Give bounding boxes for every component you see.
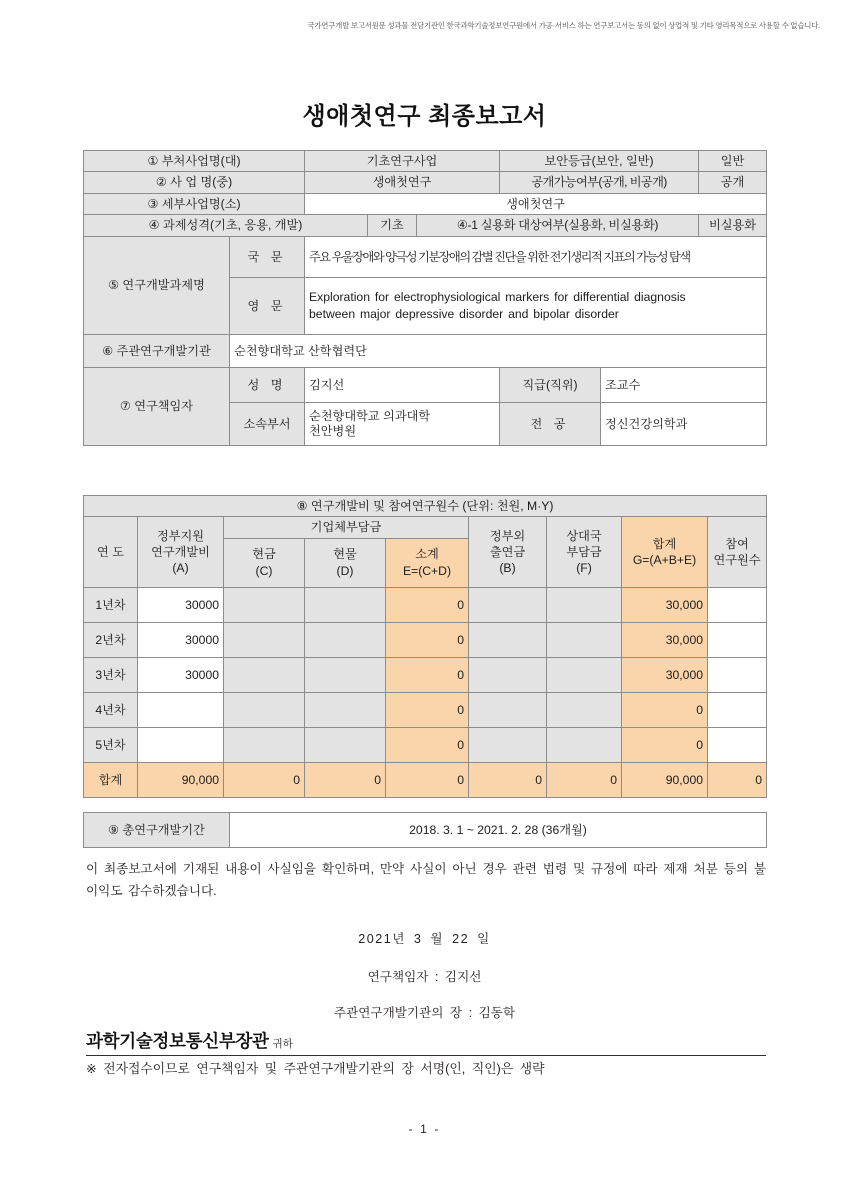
field-label-pi-name: 성 명 [230,367,305,402]
field-value-task-type: 기초 [368,215,417,236]
budget-cell-cash [224,622,305,657]
gov-support-line-2: 연구개발비 [151,544,210,559]
field-value-title-english [305,277,767,334]
declaration-statement: 이 최종보고서에 기재된 내용이 사실임을 확인하며, 만약 사실이 아닌 경우 관련 법령 및 규정에 따라 제재 처분 등의 불이익도 감수하겠습니다. [86,862,766,899]
partner-line-1: 상대국 [566,528,602,543]
budget-caption: ⑧ 연구개발비 및 참여연구원수 (단위: 천원, M·Y) [84,496,767,517]
budget-cell-grand-total: 30,000 [622,587,708,622]
budget-cell-gov-support: 30000 [138,622,224,657]
column-header-grand-total [622,517,708,587]
field-label-title-english: 영 문 [230,277,305,334]
budget-cell-cash [224,657,305,692]
budget-total-label: 합계 [84,762,138,797]
field-label-title-korean: 국 문 [230,236,305,277]
field-label-subprogram: ③ 세부사업명(소) [84,193,305,214]
budget-cell-subtotal: 0 [386,657,469,692]
field-value-subprogram: 생애첫연구 [305,193,767,214]
table-row [84,692,767,727]
research-period-table [83,812,767,848]
page-title: 생애첫연구 최종보고서 [302,103,547,130]
field-label-security-grade: 보안등급(보안, 일반) [500,151,699,172]
column-header-nongov-funding [469,517,547,587]
budget-cell-grand-total: 0 [622,692,708,727]
table-row [84,367,767,402]
budget-total-gov-support: 90,000 [138,762,224,797]
budget-cell-inkind [305,622,386,657]
signature-principal-investigator: 연구책임자 : 김지선 [367,970,482,984]
budget-cell-cash [224,692,305,727]
budget-total-inkind: 0 [305,762,386,797]
column-header-cash [224,538,305,587]
signature-host-organization-head: 주관연구개발기관의 장 : 김동학 [333,1006,516,1020]
budget-total-partner: 0 [547,762,622,797]
budget-cell-partner [547,692,622,727]
column-header-researchers [708,517,767,587]
budget-cell-partner [547,622,622,657]
budget-total-nongov: 0 [469,762,547,797]
budget-cell-gov-support: 30000 [138,587,224,622]
budget-cell-gov-support [138,692,224,727]
gov-support-line-1: 정부지원 [156,528,205,543]
budget-total-row [84,762,767,797]
field-value-program-name: 생애첫연구 [305,172,500,193]
field-label-ministry-program: ① 부처사업명(대) [84,151,305,172]
column-header-gov-support [138,517,224,587]
budget-cell-nongov [469,622,547,657]
field-value-pi-major: 정신건강의학과 [601,402,767,445]
budget-cell-subtotal: 0 [386,622,469,657]
field-value-title-korean: 주요 우울장애와 양극성 기분장애의 감별 진단을 위한 전기생리적 지표의 가능성 탐색 [305,236,767,277]
partner-line-3: (F) [576,561,592,576]
budget-total-grand-total: 90,000 [622,762,708,797]
page-number: - 1 - [408,1122,441,1136]
partner-line-2: 부담금 [566,544,602,559]
field-value-host-organization: 순천향대학교 산학협력단 [230,334,767,367]
electronic-submission-note: ※ 전자접수이므로 연구책임자 및 주관연구개발기관의 장 서명(인, 직인)은 생략 [86,1061,545,1076]
grand-total-line-1: 합계 [652,536,677,551]
budget-cell-partner [547,587,622,622]
nongov-line-1: 정부외 [489,528,526,543]
table-row [84,657,767,692]
field-value-research-period: 2018. 3. 1 ~ 2021. 2. 28 (36개월) [230,813,767,848]
budget-cell-gov-support: 30000 [138,657,224,692]
field-label-principal-investigator: ⑦ 연구책임자 [84,367,230,445]
field-label-project-title: ⑤ 연구개발과제명 [84,236,230,334]
addressee-minister: 과학기술정보통신부장관 [86,1031,269,1051]
budget-row-year: 2년차 [84,622,138,657]
budget-cell-inkind [305,692,386,727]
budget-total-researchers: 0 [708,762,767,797]
budget-cell-researchers [708,622,767,657]
budget-cell-nongov [469,657,547,692]
budget-row-year: 1년차 [84,587,138,622]
field-label-research-period: ⑨ 총연구개발기간 [84,813,230,848]
table-row [84,151,767,172]
budget-cell-grand-total: 0 [622,727,708,762]
budget-cell-subtotal: 0 [386,727,469,762]
researchers-line-1: 참여 [725,536,749,551]
nongov-line-3: (B) [499,561,516,576]
budget-row-year: 4년차 [84,692,138,727]
column-header-company-contribution: 기업체부담금 [224,517,469,538]
field-value-pi-name: 김지선 [305,367,500,402]
table-header-row [84,517,767,538]
budget-row-year: 3년차 [84,657,138,692]
column-header-year: 연 도 [84,517,138,587]
budget-cell-researchers [708,657,767,692]
inkind-line-1: 현물 [333,547,357,562]
budget-cell-cash [224,587,305,622]
budget-row-year: 5년차 [84,727,138,762]
inkind-line-2: (D) [336,563,354,578]
addressee-block [86,1028,766,1056]
field-value-ministry-program: 기초연구사업 [305,151,500,172]
table-row [84,727,767,762]
project-info-table [83,150,767,446]
subtotal-line-1: 소계 [415,547,439,562]
budget-cell-inkind [305,657,386,692]
field-label-task-type: ④ 과제성격(기초, 응용, 개발) [84,215,368,236]
budget-cell-grand-total: 30,000 [622,622,708,657]
table-row [84,587,767,622]
budget-cell-grand-total: 30,000 [622,657,708,692]
budget-cell-partner [547,727,622,762]
budget-cell-nongov [469,587,547,622]
title-english-line-1: Exploration for electrophysiological markers for differential diagnosis [309,290,686,305]
budget-cell-cash [224,727,305,762]
table-row [84,813,767,848]
gov-support-line-3: (A) [172,561,189,576]
budget-total-cash: 0 [224,762,305,797]
nongov-line-2: 출연금 [489,544,526,559]
budget-cell-subtotal: 0 [386,692,469,727]
field-label-commercialization: ④-1 실용화 대상여부(실용화, 비실용화) [417,215,699,236]
column-header-inkind [305,538,386,587]
pi-department-line-2: 천안병원 [309,423,357,438]
table-row [84,334,767,367]
signature-date: 2021년 3 월 22 일 [358,932,491,946]
researchers-line-2: 연구원수 [713,553,761,568]
budget-cell-partner [547,657,622,692]
grand-total-line-2: G=(A+B+E) [632,553,697,568]
budget-cell-nongov [469,727,547,762]
budget-table [83,495,767,798]
field-label-pi-department: 소속부서 [230,402,305,445]
column-header-subtotal [386,538,469,587]
pi-department-line-1: 순천향대학교 의과대학 [309,408,431,423]
budget-cell-nongov [469,692,547,727]
subtotal-line-2: E=(C+D) [402,563,452,578]
addressee-honorific: 귀하 [272,1038,293,1050]
field-value-security-grade: 일반 [699,151,767,172]
copyright-notice: 국가연구개발 보고서원문 성과물 전담기관인 한국과학기술정보연구원에서 가공·서비스 하는 연구보고서는 동의 없이 상업적 및 기타 영리목적으로 사용할 수 없습니다. [307,21,820,30]
table-row [84,193,767,214]
table-row [84,622,767,657]
budget-cell-researchers [708,692,767,727]
budget-cell-subtotal: 0 [386,587,469,622]
field-label-pi-rank: 직급(직위) [500,367,601,402]
budget-cell-inkind [305,587,386,622]
table-row [84,215,767,236]
field-label-pi-major: 전 공 [500,402,601,445]
table-row [84,236,767,277]
table-row [84,172,767,193]
field-label-disclosure: 공개가능여부(공개, 비공개) [500,172,699,193]
field-label-host-organization: ⑥ 주관연구개발기관 [84,334,230,367]
field-value-pi-department [305,402,500,445]
cash-line-1: 현금 [252,547,276,562]
field-value-disclosure: 공개 [699,172,767,193]
cash-line-2: (C) [255,563,273,578]
budget-caption-row [84,496,767,517]
budget-cell-gov-support [138,727,224,762]
field-value-commercialization: 비실용화 [699,215,767,236]
column-header-partner-country [547,517,622,587]
budget-cell-researchers [708,587,767,622]
field-value-pi-rank: 조교수 [601,367,767,402]
title-english-line-2: between major depressive disorder and bipolar disorder [309,306,619,321]
budget-cell-researchers [708,727,767,762]
budget-cell-inkind [305,727,386,762]
field-label-program-name: ② 사 업 명(중) [84,172,305,193]
budget-total-subtotal: 0 [386,762,469,797]
